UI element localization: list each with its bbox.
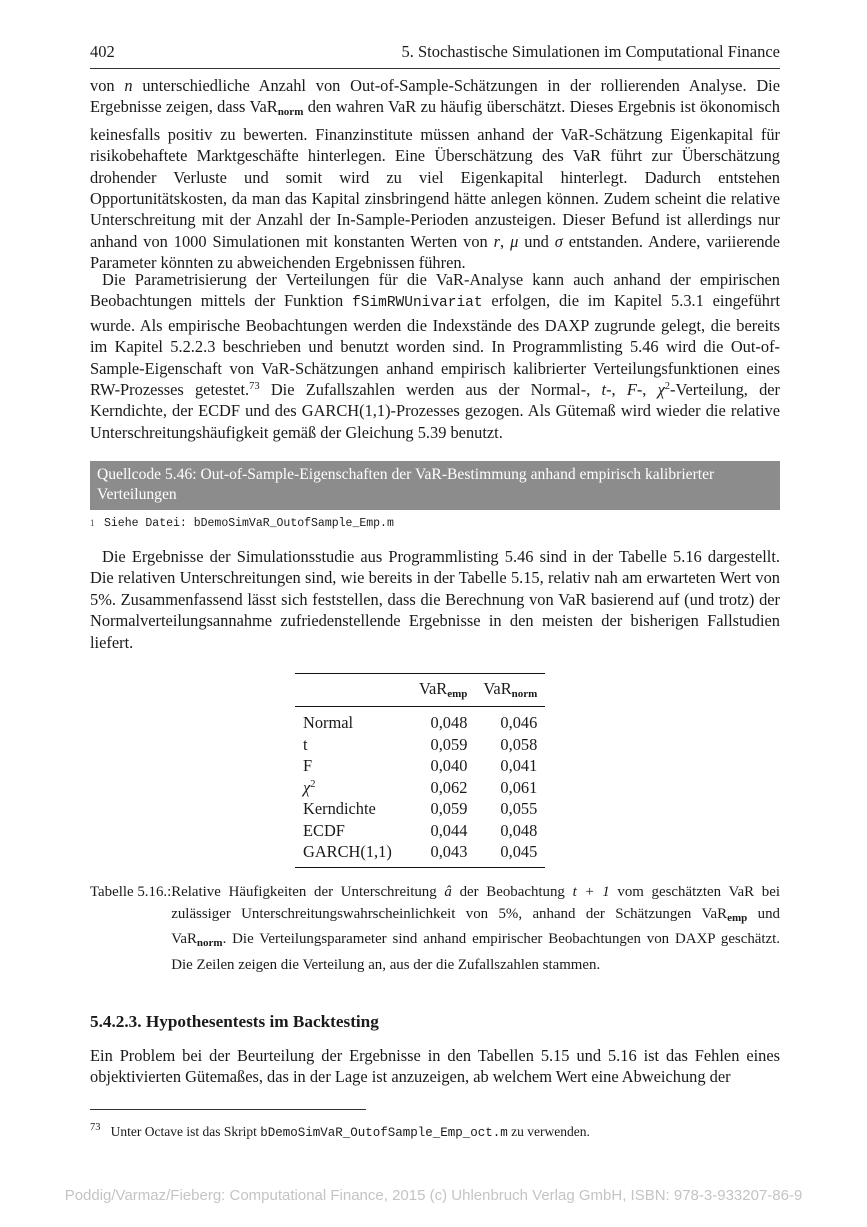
section-heading: 5.4.2.3. Hypothesentests im Backtesting [90, 1012, 379, 1031]
cell-var-norm: 0,046 [500, 713, 538, 732]
cell-var-emp: 0,059 [430, 799, 468, 818]
paragraph-2: Die Parametrisierung der Verteilungen für die VaR-Analyse kann auch anhand der empirischen Beobachtungen mittels der Funktion fSimRWUnivariat erfolgen, die im Kapitel 5.3.1 eingeführt wurde. Als empirische Beobachtungen werden die Indexstände des DAXP zugrunde gelegt, die bereits im Kapitel 5.2.2.3 beschrieben und benutzt worden sind. In Programmlisting 5.46 wird die Out-of-Sample-Eigenschaft von VaR-Schätzungen anhand empirisch kalibrierter Verteilungsfunktionen eines RW-Prozesses getestet.$^{73}$ Die Zufallszahlen werden aus der Normal-, t-, F-, $\chi^2$-Verteilung, der Kerndichte, der ECDF und des GARCH(1,1)-Prozesses gezogen. Als Gütemaß wird wieder die relative Unterschreitungshäufigkeit gemäß der Gleichung 5.39 benutzt. [90, 270, 781, 442]
table-caption-label: Tabelle 5.16.: [90, 884, 172, 900]
row-label: Kerndichte [303, 799, 376, 818]
cell-var-emp: 0,059 [430, 734, 468, 754]
function-name: fSimRWUnivariat [352, 295, 483, 312]
row-label: ECDF [303, 820, 345, 840]
column-header-norm: VaR$_{norm}$ [475, 674, 545, 707]
cell-var-norm: 0,058 [500, 734, 538, 754]
code-listing-caption: Quellcode 5.46: Out-of-Sample-Eigenschaften der VaR-Bestimmung anhand empirisch kalibrierter Verteilungen [90, 461, 780, 510]
cell-var-norm: 0,045 [500, 842, 538, 861]
cell-var-emp: 0,043 [430, 842, 468, 861]
cell-var-norm: 0,061 [500, 777, 538, 797]
cell-var-norm: 0,048 [500, 820, 538, 840]
chapter-title: 5. Stochastische Simulationen im Computational Finance [401, 42, 780, 61]
running-head [90, 42, 780, 69]
table-row [295, 734, 545, 756]
cell-var-emp: 0,048 [430, 713, 468, 732]
page-number: 402 [90, 42, 115, 61]
column-header-emp: VaR$_{emp}$ [411, 674, 475, 707]
table-row [295, 777, 545, 799]
table-row [295, 820, 545, 842]
cell-var-norm: 0,041 [500, 756, 538, 775]
table-row [295, 755, 545, 777]
script-name: bDemoSimVaR_OutofSample_Emp_oct.m [260, 1126, 508, 1140]
results-table [295, 673, 545, 868]
table-caption [90, 882, 780, 976]
footnote-divider [90, 1109, 366, 1110]
paragraph-1: von n unterschiedliche Anzahl von Out-of-Sample-Schätzungen in der rollierenden Analyse. Die Ergebnisse zeigen, dass VaR$_{norm}$ den wahren VaR zu häufig überschätzt. Dieses Ergebnis ist ökonomisch keinesfalls positiv zu bewerten. Finanzinstitute müssen anhand der VaR-Schätzung Eigenkapital für risikobehaftete Marktgeschäfte hinterlegen. Eine Überschätzung des VaR führt zur Überschätzung drohender Verluste und somit wird zu viel Eigenkapital hinterlegt. Dadurch entstehen Opportunitätskosten, da man das Kapital zinsbringend hätte anlegen können. Zudem scheint die relative Unterschreitung mit der Anzahl der In-Sample-Perioden anzusteigen. Dieser Befund ist allerdings nur anhand von 1000 Simulationen mit konstanten Werten von r, μ und σ entstanden. Andere, variierende Parameter könnten zu abweichenden Ergebnissen führen. [90, 76, 780, 273]
row-label: t [303, 734, 308, 754]
table-row [295, 707, 545, 734]
copyright-watermark: Poddig/Varmaz/Fieberg: Computational Finance, 2015 (c) Uhlenbruch Verlag GmbH, ISBN: 978-3-933207-86-9 [64, 1187, 803, 1204]
cell-var-emp: 0,044 [430, 820, 468, 840]
code-text: Siehe Datei: bDemoSimVaR_OutofSample_Emp.m [104, 517, 394, 530]
line-number: 1 [90, 518, 95, 528]
paragraph-3: Die Ergebnisse der Simulationsstudie aus Programmlisting 5.46 sind in der Tabelle 5.16 dargestellt. Die relativen Unterschreitungen sind, wie bereits in der Tabelle 5.15, relativ nah am erwarteten Wert von 5%. Zusammenfassend lässt sich feststellen, dass die Berechnung von VaR basierend auf (und trotz) der Normalverteilungsannahme zufriedenstellende Ergebnisse in den meisten der bisherigen Fallstudien liefert. [90, 547, 780, 652]
row-label-header [295, 674, 411, 707]
footnote-ref[interactable]: 73 [249, 381, 260, 393]
cell-var-emp: 0,062 [430, 777, 468, 797]
section-paragraph: Ein Problem bei der Beurteilung der Ergebnisse in den Tabellen 5.15 und 5.16 ist das Fehlen eines objektivierten Gütemaßes, das in der Lage ist anzuzeigen, ab welchem Wert eine Abweichung der [90, 1046, 780, 1087]
cell-var-emp: 0,040 [430, 756, 468, 775]
footnote-73: $^{73}$ Unter Octave ist das Skript bDemoSimVaR_OutofSample_Emp_oct.m zu verwenden. [90, 1122, 590, 1140]
row-label: GARCH(1,1) [303, 842, 392, 861]
table-caption-text: Relative Häufigkeiten der Unterschreitung â der Beobachtung t + 1 vom geschätzten VaR bei zulässiger Unterschreitungswahrscheinlichkeit von 5%, anhand der Schätzungen VaR$_{emp}$ und VaR$_{norm}$. Die Verteilungsparameter sind anhand empirischer Beobachtungen von DAXP geschätzt. Die Zeilen zeigen die Verteilung an, aus der die Zufallszahlen stammen. [171, 884, 781, 973]
table-row [295, 841, 545, 867]
row-label: F [303, 756, 313, 775]
footnote-number: 73 [90, 1122, 101, 1133]
table-header-row [295, 674, 545, 707]
cell-var-norm: 0,055 [500, 799, 538, 818]
table-row [295, 798, 545, 820]
row-label: Normal [303, 713, 354, 732]
row-label: $\chi^2$ [303, 777, 316, 797]
code-listing-line [90, 517, 394, 530]
